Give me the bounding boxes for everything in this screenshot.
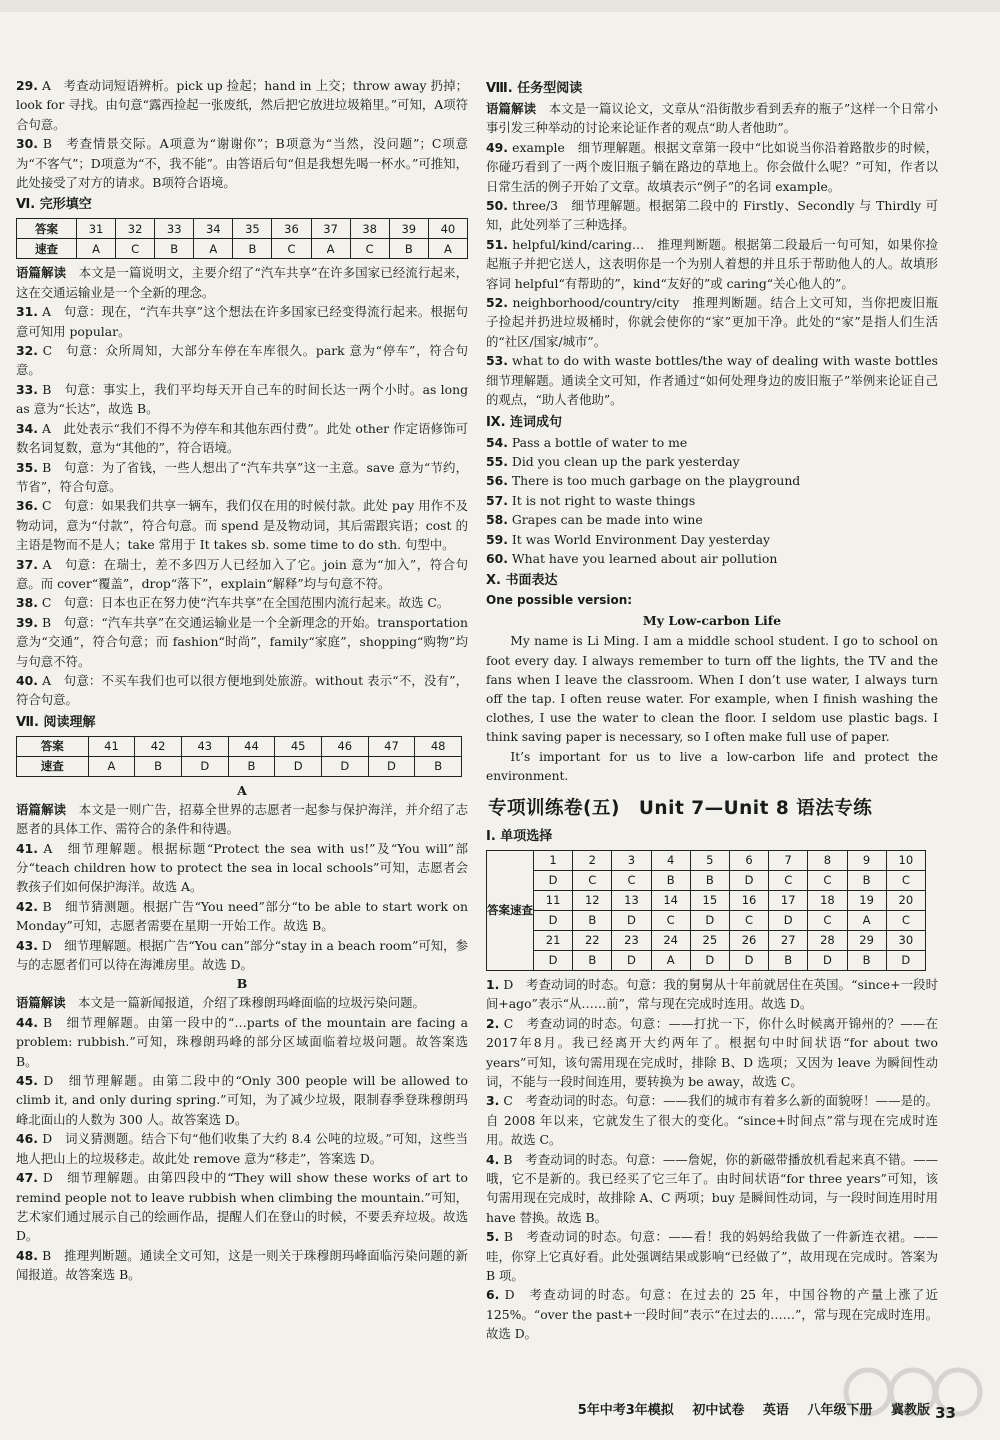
- item-text: Did you clean up the park yesterday: [511, 453, 740, 469]
- answer-cell: D: [690, 910, 729, 930]
- answer-item: [486, 433, 938, 452]
- question-number: 36: [272, 219, 311, 239]
- answer-cell: C: [769, 870, 808, 890]
- answer-item: [486, 452, 938, 471]
- item-number: 40.: [16, 672, 38, 688]
- item-number: 47.: [16, 1170, 38, 1186]
- question-number: 48: [415, 736, 462, 756]
- item-number: 60.: [486, 550, 508, 566]
- answer-list: [16, 839, 468, 975]
- item-number: 51.: [486, 236, 508, 252]
- question-number: 43: [181, 736, 228, 756]
- answer-item: [16, 419, 468, 458]
- question-number: 6: [729, 850, 768, 870]
- answer-cell: C: [808, 910, 847, 930]
- answer-item: [486, 1227, 938, 1285]
- answer-cell: A: [88, 756, 135, 776]
- question-number: 15: [690, 890, 729, 910]
- question-number: 39: [389, 219, 428, 239]
- item-number: 49.: [486, 139, 508, 155]
- passage-analysis: [16, 263, 468, 302]
- section-heading-writing: Ⅹ. 书面表达: [486, 573, 558, 589]
- question-number: 11: [534, 890, 573, 910]
- passage-analysis: [16, 800, 468, 839]
- question-number: 14: [651, 890, 690, 910]
- question-number: 40: [428, 219, 467, 239]
- answer-item: [16, 671, 468, 710]
- item-number: 57.: [486, 492, 508, 508]
- item-text: what to do with waste bottles/the way of dealing with waste bottles 细节理解题。通读全文可知，作者通过“如何处理身边的废旧瓶子”举例来论证自己的观点，“助人者他助”。: [486, 353, 951, 408]
- passage-analysis: [16, 993, 468, 1012]
- item-number: 45.: [16, 1073, 38, 1089]
- item-number: 1.: [486, 976, 500, 992]
- item-text: D 考查动词的时态。句意：我的舅舅从十年前就居住在英国。“since+一段时间+ago”表示“从……前”，常与现在完成时连用。故选 D。: [486, 976, 938, 1012]
- item-number: 5.: [486, 1229, 500, 1245]
- answer-cell: A: [311, 239, 350, 259]
- answer-cell: D: [729, 870, 768, 890]
- item-number: 29.: [16, 78, 38, 93]
- question-number: 37: [311, 219, 350, 239]
- footer-edition: 冀教版: [890, 1403, 930, 1418]
- question-number: 18: [808, 890, 847, 910]
- page-number: 33: [935, 1404, 956, 1422]
- question-number: 30: [886, 930, 925, 950]
- question-number: 20: [886, 890, 925, 910]
- answer-item: [486, 235, 938, 293]
- answer-item: [486, 351, 951, 409]
- answer-item: [486, 471, 938, 490]
- item-number: 42.: [16, 898, 38, 914]
- answer-list: [486, 433, 938, 569]
- question-number: 10: [886, 850, 925, 870]
- answer-cell: C: [272, 239, 311, 259]
- answer-cell: B: [847, 950, 886, 970]
- item-text: B 句意：事实上，我们平均每天开自己车的时间长达一两个小时。as long as 意为“长达”，故选 B。: [16, 381, 468, 417]
- answer-item: [486, 1285, 938, 1343]
- item-text: C 句意：如果我们共享一辆车，我们仅在用的时候付款。此处 pay 用作不及物动词，意为“付款”，符合句意。而 spend 是及物动词，其后需跟宾语；cost 的主语是物而不是人；take 常用于 It takes sb. some time to do sth. 句型中。: [16, 498, 468, 553]
- answer-cell: C: [886, 910, 925, 930]
- item-number: 58.: [486, 512, 508, 528]
- item-text: C 句意：日本也正在努力使“汽车共享”在全国范围内流行起来。故选 C。: [41, 595, 450, 611]
- question-number: 33: [155, 219, 194, 239]
- footer-grade: 八年级下册: [807, 1403, 873, 1418]
- question-number: 44: [228, 736, 275, 756]
- question-number: 23: [612, 930, 651, 950]
- answer-cell: B: [847, 870, 886, 890]
- item-number: 41.: [16, 840, 38, 856]
- answer-item: [16, 1129, 468, 1168]
- item-number: 3.: [486, 1093, 500, 1109]
- top-edge: [0, 0, 1000, 12]
- question-number: 41: [88, 736, 135, 756]
- question-number: 3: [612, 850, 651, 870]
- answer-item: [486, 138, 938, 196]
- item-text: D 词义猜测题。结合下句“他们收集了大约 8.4 公吨的垃圾。”可知，这些当地人把山上的垃圾移走。故此处 remove 意为“移走”，答案选 D。: [16, 1131, 468, 1166]
- answer-item: [16, 1071, 468, 1129]
- answer-cell: D: [534, 910, 573, 930]
- answer-cell: C: [612, 870, 651, 890]
- section-heading-cloze: Ⅵ. 完形填空: [16, 197, 92, 213]
- item-text: D 细节理解题。由第二段中的“Only 300 people will be allowed to climb it, and only during spring.”可知，为了减少垃圾，限制春季登珠穆朗玛峰北面山的人数为 300 人。故答案选 D。: [16, 1073, 468, 1127]
- question-number: 13: [612, 890, 651, 910]
- answer-list: [16, 1013, 468, 1285]
- answer-item: [486, 510, 938, 529]
- answer-cell: B: [690, 870, 729, 890]
- answer-item: [16, 839, 468, 897]
- item-text: It was World Environment Day yesterday: [511, 531, 770, 547]
- essay-paragraph: My name is Li Ming. I am a middle school student. I go to school on foot every day. I always remember to turn off the lights, the TV and the fans when I leave the classroom. When I don’t use water, I always turn off the tap. I often reuse water. For example, when I finish washing the clothes, I use the water to clean the floor. I seldom use plastic bags. I think saving paper is necessary, so I often make full use of paper.: [486, 634, 938, 745]
- item-number: 48.: [16, 1247, 38, 1263]
- item-text: B 句意：“汽车共享”在交通运输业是一个全新理念的开始。transportation 意为“交通”，符合句意；而 fashion“时尚”，family“家庭”，shopping“购物”均与句意不符。: [16, 614, 468, 669]
- question-number: 46: [321, 736, 368, 756]
- version-label: One possible version:: [486, 593, 633, 608]
- item-text: A 考查动词短语辨析。pick up 捡起；hand in 上交；throw away 扔掉；look for 寻找。由句意“露西捡起一张废纸，然后把它放进垃圾箱里。”可知，A项符合句意。: [16, 78, 468, 132]
- item-number: 46.: [16, 1131, 38, 1147]
- item-text: A 句意：在瑞士，差不多四万人已经加入了它。join 意为“加入”，符合句意。而 cover“覆盖”，drop“落下”，explain“解释”均与句意不符。: [16, 556, 468, 591]
- question-number: 34: [194, 219, 233, 239]
- question-number: 17: [769, 890, 808, 910]
- answer-cell: A: [76, 239, 115, 259]
- answer-cell: B: [573, 950, 612, 970]
- item-text: A 句意：不买车我们也可以很方便地到处旅游。without 表示“不，没有”，符合句意。: [16, 672, 468, 708]
- question-number: 31: [76, 219, 115, 239]
- answer-cell: C: [116, 239, 155, 259]
- table-label: 速查: [17, 756, 89, 776]
- answer-cell: D: [275, 756, 322, 776]
- answer-item: [16, 496, 468, 554]
- item-text: B 考查动词的时态。句意：——詹妮，你的新磁带播放机看起来真不错。——哦，它不是新的。我已经买了它三年了。由时间状语“for three years”可知，该句需用现在完成时，故排除 A、C 两项；buy 是瞬间性动词，与一段时间连用时用 have 替换。故选 B。: [486, 1151, 938, 1225]
- item-number: 4.: [486, 1151, 500, 1167]
- section-heading-task-reading: Ⅷ. 任务型阅读: [486, 81, 583, 96]
- item-text: B 细节理解题。由第一段中的“…parts of the mountain are facing a problem: rubbish.”可知，珠穆朗玛峰的部分区域面临着垃圾问题。故答案选 B。: [16, 1014, 468, 1069]
- answer-cell: B: [651, 870, 690, 890]
- answer-table-reading: [16, 736, 462, 777]
- question-number: 32: [116, 219, 155, 239]
- item-number: 36.: [16, 498, 38, 514]
- analysis-text: 本文是一篇新闻报道，介绍了珠穆朗玛峰面临的垃圾污染问题。: [65, 995, 425, 1011]
- question-number: 27: [769, 930, 808, 950]
- answer-item: [16, 936, 468, 975]
- answer-item: [486, 491, 938, 510]
- answer-cell: C: [808, 870, 847, 890]
- question-number: 26: [729, 930, 768, 950]
- item-text: Grapes can be made into wine: [511, 512, 703, 528]
- item-number: 56.: [486, 473, 508, 489]
- table-label: 速查: [17, 239, 77, 259]
- item-text: C 句意：众所周知，大部分车停在车库很久。park 意为“停车”，符合句意。: [16, 343, 468, 378]
- item-number: 59.: [486, 531, 508, 547]
- answer-item: [16, 380, 468, 419]
- item-number: 38.: [16, 595, 38, 611]
- special-paper-title: 专项训练卷(五) Unit 7—Unit 8 语法专练: [488, 797, 873, 819]
- item-number: 6.: [486, 1287, 500, 1303]
- item-number: 53.: [486, 353, 508, 369]
- answer-list: [16, 76, 468, 192]
- question-number: 12: [573, 890, 612, 910]
- answer-cell: C: [886, 870, 925, 890]
- answer-item: [16, 593, 468, 612]
- passage-label-a: A: [237, 782, 247, 798]
- answer-cell: D: [321, 756, 368, 776]
- answer-cell: B: [233, 239, 272, 259]
- analysis-label: 语篇解读: [16, 995, 66, 1011]
- answer-item: [16, 613, 468, 671]
- answer-cell: D: [534, 870, 573, 890]
- analysis-label: 语篇解读: [486, 101, 537, 116]
- answer-item: [486, 1150, 938, 1228]
- question-number: 25: [690, 930, 729, 950]
- answer-cell: D: [368, 756, 415, 776]
- item-text: A 细节理解题。根据标题“Protect the sea with us!”及“You will”部分“teach children how to protect the sea in local schools”可知，志愿者会教孩子们如何保护海洋。故选 A。: [16, 840, 468, 895]
- essay-title: My Low-carbon Life: [642, 613, 782, 629]
- item-text: helpful/kind/caring… 推理判断题。根据第二段最后一句可知，如果你捡起瓶子并把它送人，这表明你是一个为别人着想的并且乐于帮助他人的人。故填形容词 helpful“有帮助的”，kind“友好的”或 caring“关心他人的”。: [486, 236, 938, 291]
- item-text: three/3 细节理解题。根据第二段中的 Firstly、Secondly 与 Thirdly 可知，此处列举了三种选择。: [486, 198, 938, 233]
- footer-type: 初中试卷: [692, 1403, 745, 1418]
- item-text: C 考查动词的时态。句意：——打扰一下，你什么时候离开锦州的？——在2017年8月。我已经离开大约两年了。根据句中时间状语“for about two years”可知，该句需用现在完成时，排除 B、D 选项；又因为 leave 为瞬间性动词，不能与一段时间连用，要转换为 be away，故选 C。: [486, 1015, 938, 1089]
- item-number: 39.: [16, 614, 38, 630]
- question-number: 4: [651, 850, 690, 870]
- answer-item: [16, 302, 468, 341]
- passage-label-b: B: [236, 976, 248, 992]
- answer-cell: A: [428, 239, 467, 259]
- table-label: 答案速查: [487, 850, 534, 970]
- analysis-text: 本文是一篇说明文，主要介绍了“汽车共享”在许多国家已经流行起来，这在交通运输业是一个全新的理念。: [16, 265, 469, 300]
- left-column: [16, 76, 468, 1285]
- item-text: It is not right to waste things: [511, 492, 696, 508]
- item-number: 32.: [16, 343, 38, 359]
- analysis-text: 本文是一则广告，招募全世界的志愿者一起参与保护海洋，并介绍了志愿者的具体工作、需符合的条件和待遇。: [16, 801, 469, 837]
- answer-cell: A: [194, 239, 233, 259]
- answer-list: [486, 975, 938, 1344]
- item-text: example 细节理解题。根据文章第一段中“比如说当你沿着路散步的时候，你碰巧看到了一两个废旧瓶子躺在路边的草地上。你会做什么呢？”可知，作者以日常生活的例子开始了文章。故填表示“例子”的名词 example。: [486, 139, 938, 194]
- question-number: 9: [847, 850, 886, 870]
- item-number: 31.: [16, 304, 38, 320]
- answer-cell: B: [155, 239, 194, 259]
- answer-table-single-choice: [486, 850, 926, 971]
- question-number: 24: [651, 930, 690, 950]
- table-label: 答案: [17, 219, 77, 239]
- item-number: 34.: [16, 420, 38, 436]
- question-number: 21: [534, 930, 573, 950]
- answer-item: [486, 975, 938, 1014]
- item-number: 35.: [16, 459, 38, 475]
- question-number: 45: [275, 736, 322, 756]
- answer-item: [486, 196, 938, 235]
- question-number: 19: [847, 890, 886, 910]
- answer-cell: D: [769, 910, 808, 930]
- answer-cell: C: [573, 870, 612, 890]
- item-number: 33.: [16, 381, 38, 397]
- section-heading-sentences: Ⅸ. 连词成句: [486, 414, 563, 430]
- answer-cell: B: [769, 950, 808, 970]
- item-text: B 句意：为了省钱，一些人想出了“汽车共享”这一主意。save 意为“节约，节省”，符合句意。: [16, 459, 468, 494]
- question-number: 35: [233, 219, 272, 239]
- answer-cell: C: [651, 910, 690, 930]
- question-number: 8: [808, 850, 847, 870]
- answer-list: [486, 138, 951, 410]
- item-number: 55.: [486, 453, 508, 469]
- answer-item: [16, 76, 468, 134]
- question-number: 7: [769, 850, 808, 870]
- answer-cell: A: [651, 950, 690, 970]
- item-text: neighborhood/country/city 推理判断题。结合上文可知，当你把废旧瓶子捡起并扔进垃圾桶时，你就会使你的“家”更加干净。此处的“家”是指人们生活的“社区/国家/城市”。: [486, 295, 938, 349]
- answer-item: [16, 1013, 468, 1071]
- answer-item: [486, 549, 938, 568]
- item-text: There is too much garbage on the playground: [511, 473, 801, 489]
- answer-cell: D: [690, 950, 729, 970]
- item-text: A 此处表示“我们不得不为停车和其他东西付费”。此处 other 作定语修饰可数名词复数，意为“其他的”，符合语境。: [16, 420, 468, 456]
- question-number: 28: [808, 930, 847, 950]
- item-text: A 句意：现在，“汽车共享”这个想法在许多国家已经变得流行起来。根据句意可知用 popular。: [16, 304, 468, 339]
- section-heading-reading: Ⅶ. 阅读理解: [16, 714, 96, 730]
- question-number: 2: [573, 850, 612, 870]
- table-label: 答案: [17, 736, 89, 756]
- item-number: 50.: [486, 198, 508, 214]
- footer-subject: 英语: [762, 1403, 789, 1418]
- question-number: 47: [368, 736, 415, 756]
- item-text: B 考查情景交际。A项意为“谢谢你”；B项意为“当然，没问题”；C项意为“不客气”；D项意为“不，我不能”。由答语后句“但是我想先喝一杯水。”可推知，此处接受了对方的请求。B项符合语境。: [16, 136, 468, 191]
- item-text: D 细节理解题。由第四段中的“They will show these works of art to remind people not to leave rubbish when climbing the mountain.”可知，艺术家们通过展示自己的绘画作品，提醒人们在登山的时候，不要丢弃垃圾。故选 D。: [16, 1170, 468, 1244]
- item-text: D 细节理解题。根据广告“You can”部分“stay in a beach room”可知，参与的志愿者们可以待在海滩房里。故选 D。: [16, 937, 468, 973]
- answer-cell: D: [886, 950, 925, 970]
- answer-cell: C: [350, 239, 389, 259]
- item-text: D 考查动词的时态。句意：在过去的 25 年，中国谷物的产量上涨了近 125%。“over the past+一段时间”表示“在过去的……”，常与现在完成时连用。故选 D。: [486, 1287, 938, 1342]
- footer-series: 5年中考3年模拟: [577, 1403, 674, 1418]
- item-text: What have you learned about air pollution: [511, 550, 778, 566]
- essay-body: [486, 632, 938, 786]
- answer-item: [486, 530, 938, 549]
- item-number: 43.: [16, 937, 38, 953]
- essay-paragraph: It’s important for us to live a low-carbon life and protect the environment.: [486, 749, 938, 783]
- question-number: 42: [135, 736, 182, 756]
- question-number: 29: [847, 930, 886, 950]
- item-number: 54.: [486, 434, 508, 450]
- answer-list: [16, 302, 468, 710]
- answer-cell: B: [573, 910, 612, 930]
- answer-cell: D: [612, 910, 651, 930]
- answer-cell: B: [415, 756, 462, 776]
- answer-item: [16, 897, 468, 936]
- item-number: 2.: [486, 1015, 500, 1031]
- question-number: 1: [534, 850, 573, 870]
- item-text: B 推理判断题。通读全文可知，这是一则关于珠穆朗玛峰面临污染问题的新闻报道。故答案选 B。: [16, 1247, 468, 1283]
- item-text: B 考查动词的时态。句意：——看！我的妈妈给我做了一件新连衣裙。——哇，你穿上它真好看。此处强调结果或影响“已经做了”，故用现在完成时。答案为 B 项。: [486, 1229, 938, 1284]
- answer-cell: B: [135, 756, 182, 776]
- answer-item: [16, 1168, 468, 1246]
- watermark-logo: [838, 1362, 988, 1432]
- passage-analysis: [486, 99, 938, 138]
- answer-table-cloze: [16, 218, 468, 259]
- item-number: 37.: [16, 556, 38, 572]
- answer-cell: B: [228, 756, 275, 776]
- item-text: Pass a bottle of water to me: [511, 434, 688, 450]
- item-number: 30.: [16, 136, 38, 152]
- answer-cell: D: [181, 756, 228, 776]
- answer-item: [16, 134, 468, 192]
- answer-cell: C: [729, 910, 768, 930]
- item-number: 44.: [16, 1014, 38, 1030]
- question-number: 16: [729, 890, 768, 910]
- answer-cell: D: [808, 950, 847, 970]
- answer-item: [16, 458, 468, 497]
- answer-item: [486, 293, 938, 351]
- item-text: C 考查动词的时态。句意：——我们的城市有着多么新的面貌呀！——是的。自 2008 年以来，它就发生了很大的变化。“since+时间点”常与现在完成时连用。故选 C。: [486, 1093, 938, 1148]
- answer-item: [16, 1246, 468, 1285]
- item-text: B 细节猜测题。根据广告“You need”部分“to be able to start work on Monday”可知，志愿者需要在星期一开始工作。故选 B。: [16, 898, 468, 934]
- answer-cell: D: [534, 950, 573, 970]
- analysis-label: 语篇解读: [16, 265, 67, 281]
- answer-item: [16, 555, 468, 594]
- answer-item: [486, 1091, 938, 1149]
- right-column: [486, 76, 951, 1344]
- answer-item: [16, 341, 468, 380]
- answer-cell: D: [729, 950, 768, 970]
- answer-cell: A: [847, 910, 886, 930]
- analysis-label: 语篇解读: [16, 801, 67, 817]
- section-heading-single-choice: Ⅰ. 单项选择: [486, 828, 553, 844]
- answer-cell: B: [389, 239, 428, 259]
- question-number: 22: [573, 930, 612, 950]
- analysis-text: 本文是一篇议论文，文章从“沿街散步看到丢弃的瓶子”这样一个日常小事引发三种举动的讨论来论证作者的观点“助人者他助”。: [486, 101, 939, 136]
- answer-item: [486, 1014, 938, 1092]
- answer-cell: D: [612, 950, 651, 970]
- question-number: 5: [690, 850, 729, 870]
- item-number: 52.: [486, 295, 508, 311]
- question-number: 38: [350, 219, 389, 239]
